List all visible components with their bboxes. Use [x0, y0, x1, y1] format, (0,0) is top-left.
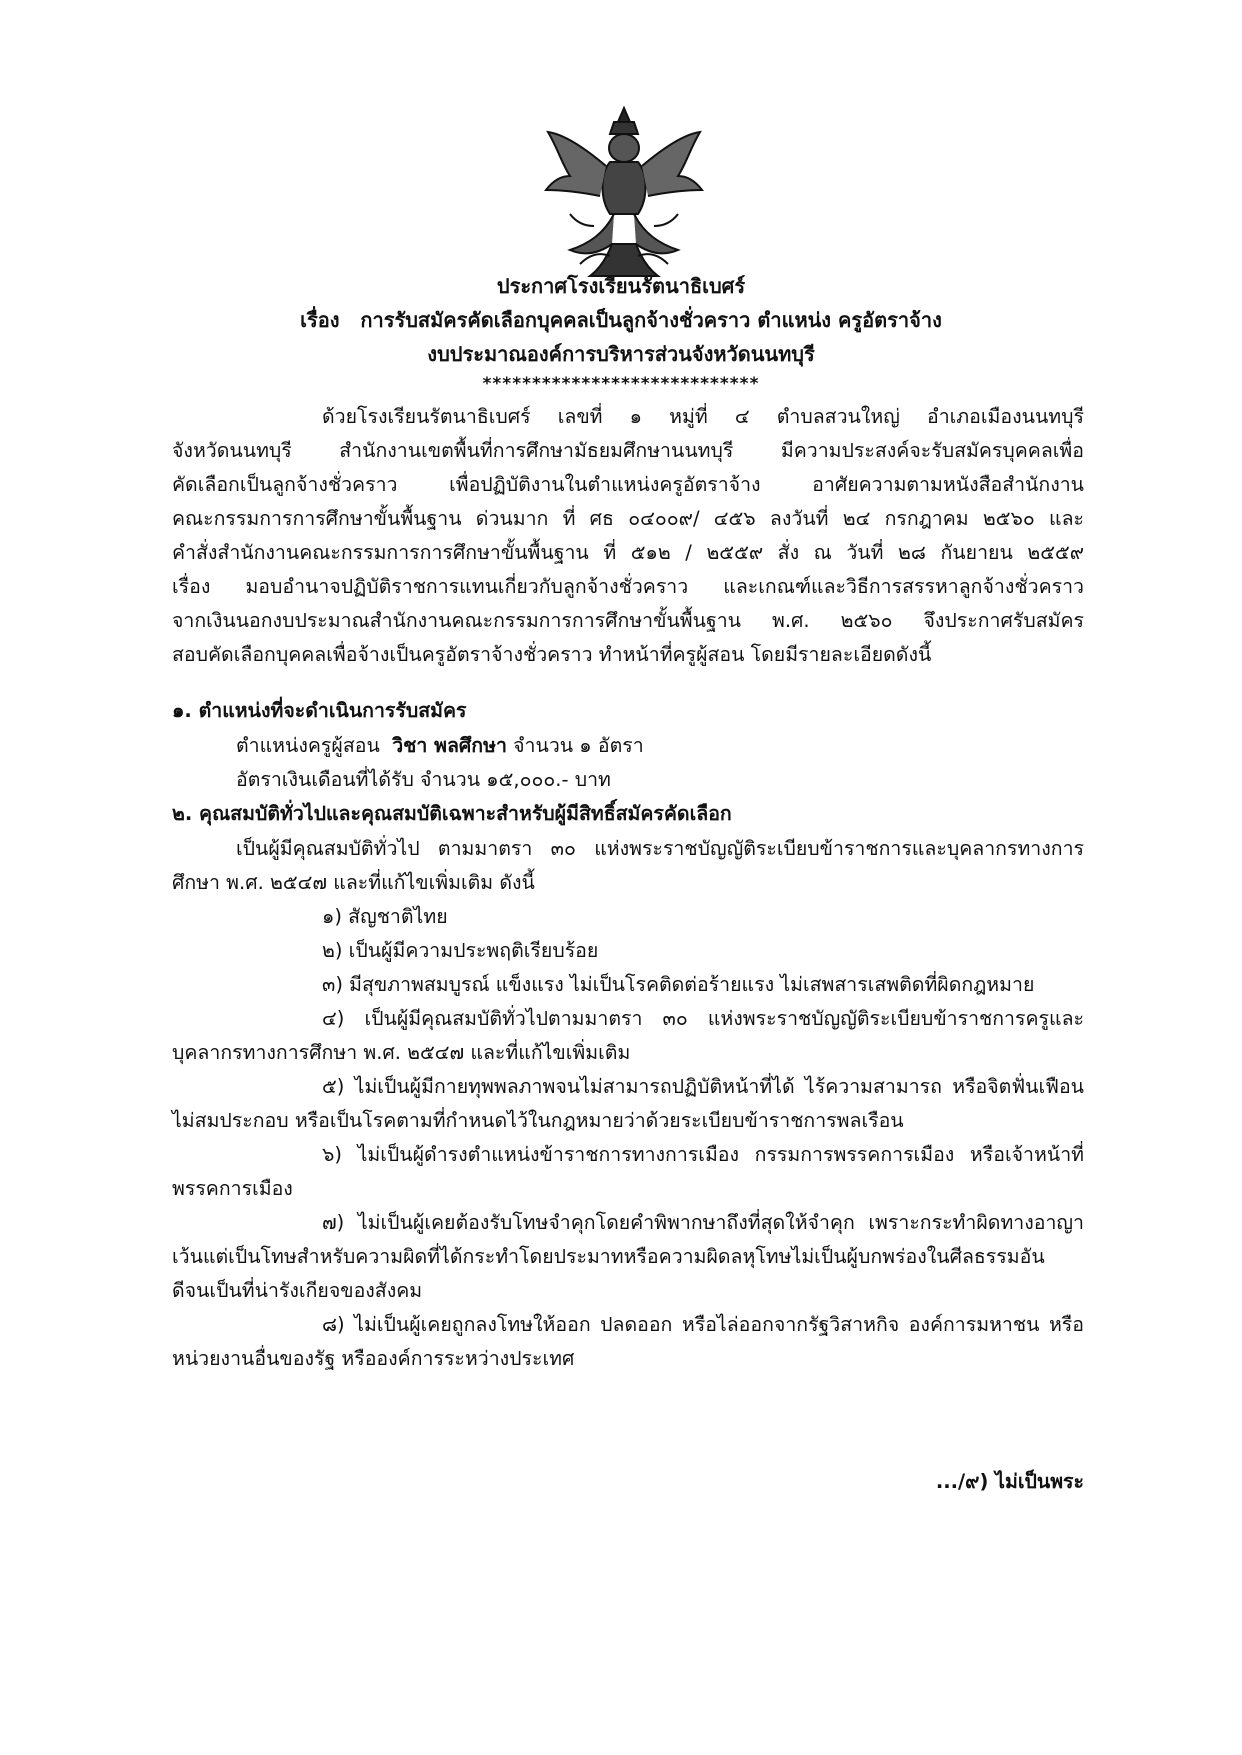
qualification-item: ๖) ไม่เป็นผู้ดำรงตำแหน่งข้าราชการทางการเมือง กรรมการพรรคการเมือง หรือเจ้าหน้าที่ — [322, 1143, 1084, 1166]
qualification-intro: เป็นผู้มีคุณสมบัติทั่วไป ตามมาตรา ๓๐ แห่งพระราชบัญญัติระเบียบข้าราชการและบุคลากรทางการ — [236, 837, 1084, 860]
qualification-item: ๓) มีสุขภาพสมบูรณ์ แข็งแรง ไม่เป็นโรคติดต่อร้ายแรง ไม่เสพสารเสพติดที่ผิดกฎหมาย — [322, 973, 1035, 996]
salary-line: อัตราเงินเดือนที่ได้รับ จำนวน ๑๕,๐๐๐.- บาท — [236, 768, 611, 791]
intro-line: เรื่อง มอบอำนาจปฏิบัติราชการแทนเกี่ยวกับลูกจ้างชั่วคราว และเกณฑ์และวิธีการสรรหาลูกจ้างชั่วคราว — [172, 575, 1084, 598]
intro-line: จากเงินนอกงบประมาณสำนักงานคณะกรรมการการศึกษาขั้นพื้นฐาน พ.ศ. ๒๕๖๐ จึงประกาศรับสมัคร — [172, 609, 1084, 632]
section2-heading: ๒. คุณสมบัติทั่วไปและคุณสมบัติเฉพาะสำหรับผู้มีสิทธิ์สมัครคัดเลือก — [172, 802, 732, 825]
qualification-item: ๗) ไม่เป็นผู้เคยต้องรับโทษจำคุกโดยคำพิพากษาถึงที่สุดให้จำคุก เพราะกระทำผิดทางอาญา — [322, 1211, 1084, 1234]
qualification-item: เว้นแต่เป็นโทษสำหรับความผิดที่ได้กระทำโดยประมาทหรือความผิดลหุโทษไม่เป็นผู้บกพร่องในศีลธรรมอัน — [172, 1245, 1045, 1268]
qualification-item: ดีจนเป็นที่น่ารังเกียจของสังคม — [172, 1279, 423, 1302]
intro-line: คณะกรรมการการศึกษาขั้นพื้นฐาน ด่วนมาก ที่ ศธ ๐๔๐๐๙/ ๔๕๖ ลงวันที่ ๒๔ กรกฎาคม ๒๕๖๐ และ — [172, 507, 1084, 530]
intro-line: คัดเลือกเป็นลูกจ้างชั่วคราว เพื่อปฏิบัติงานในตำแหน่งครูอัตราจ้าง อาศัยความตามหนังสือสำนักงาน — [172, 473, 1084, 496]
qualification-item: ๒) เป็นผู้มีความประพฤติเรียบร้อย — [322, 939, 599, 962]
intro-line: คำสั่งสำนักงานคณะกรรมการการศึกษาขั้นพื้นฐาน ที่ ๕๑๒ / ๒๕๕๙ สั่ง ณ วันที่ ๒๘ กันยายน ๒๕๕๙ — [172, 541, 1084, 564]
position-line — [236, 732, 644, 760]
qualification-item: หน่วยงานอื่นของรัฐ หรือองค์การระหว่างประเทศ — [172, 1347, 575, 1370]
qualification-item: บุคลากรทางการศึกษา พ.ศ. ๒๕๔๗ และที่แก้ไขเพิ่มเติม — [172, 1041, 631, 1064]
subject-text: การรับสมัครคัดเลือกบุคคลเป็นลูกจ้างชั่วคราว ตำแหน่ง ครูอัตราจ้าง — [360, 308, 942, 332]
subject-label: เรื่อง — [300, 308, 340, 332]
qualification-item: ๔) เป็นผู้มีคุณสมบัติทั่วไปตามมาตรา ๓๐ แห่งพระราชบัญญัติระเบียบข้าราชการครูและ — [322, 1007, 1084, 1030]
qualification-item: ไม่สมประกอบ หรือเป็นโรคตามที่กำหนดไว้ในกฎหมายว่าด้วยระเบียบข้าราชการพลเรือน — [172, 1109, 904, 1132]
garuda-emblem-icon — [540, 104, 708, 282]
qualification-item: ๘) ไม่เป็นผู้เคยถูกลงโทษให้ออก ปลดออก หรือไล่ออกจากรัฐวิสาหกิจ องค์การมหาชน หรือ — [322, 1313, 1084, 1336]
continuation-note: .../๙) ไม่เป็นพระ — [935, 1470, 1084, 1493]
qualification-item: พรรคการเมือง — [172, 1177, 293, 1200]
section1-heading: ๑. ตำแหน่งที่จะดำเนินการรับสมัคร — [172, 699, 467, 722]
announcement-title: ประกาศโรงเรียนรัตนาธิเบศร์ — [496, 274, 746, 298]
qualification-intro: ศึกษา พ.ศ. ๒๕๔๗ และที่แก้ไขเพิ่มเติม ดังนี้ — [172, 871, 535, 894]
stars-divider: **************************** — [482, 374, 760, 394]
position-prefix: ตำแหน่งครูผู้สอน — [236, 734, 380, 757]
qualification-item: ๕) ไม่เป็นผู้มีกายทุพพลภาพจนไม่สามารถปฏิบัติหน้าที่ได้ ไร้ความสามารถ หรือจิตฟั่นเฟือน — [322, 1075, 1084, 1098]
intro-line: ด้วยโรงเรียนรัตนาธิเบศร์ เลขที่ ๑ หมู่ที่ ๔ ตำบลสวนใหญ่ อำเภอเมืองนนทบุรี — [322, 405, 1084, 428]
position-subject: วิชา พลศึกษา — [392, 734, 507, 757]
qualification-item: ๑) สัญชาติไทย — [322, 905, 448, 928]
intro-line: สอบคัดเลือกบุคคลเพื่อจ้างเป็นครูอัตราจ้างชั่วคราว ทำหน้าที่ครูผู้สอน โดยมีรายละเอียดดังนี้ — [172, 643, 932, 666]
intro-line: จังหวัดนนทบุรี สำนักงานเขตพื้นที่การศึกษามัธยมศึกษานนทบุรี มีความประสงค์จะรับสมัครบุคคลเพื่อ — [172, 439, 1084, 462]
position-count: จำนวน ๑ อัตรา — [513, 734, 644, 757]
budget-line: งบประมาณองค์การบริหารส่วนจังหวัดนนทบุรี — [427, 342, 815, 366]
subject-line — [0, 306, 1242, 334]
